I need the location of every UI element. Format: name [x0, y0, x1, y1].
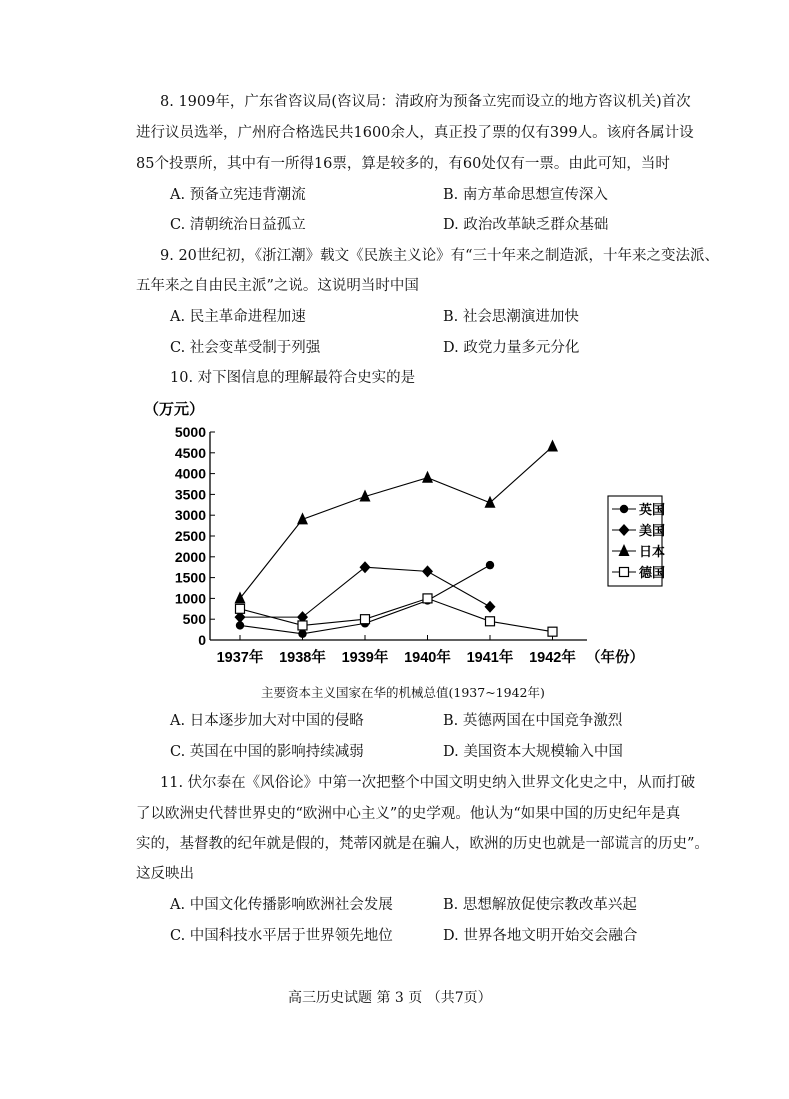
- series-line-triangle: [240, 447, 553, 599]
- q10-stem: 10. 对下图信息的理解最符合史实的是: [170, 370, 416, 386]
- q10-option-a: A. 日本逐步加大对中国的侵略: [170, 713, 364, 729]
- y-tick-label: 4500: [174, 444, 206, 461]
- q11-option-d: D. 世界各地文明开始交会融合: [443, 928, 638, 944]
- series-line-square: [240, 598, 553, 631]
- data-point-square: [236, 604, 245, 613]
- y-tick-label: 2000: [174, 548, 206, 565]
- q11-stem-line-3: 实的，基督教的纪年就是假的，梵蒂冈就是在骗人，欧洲的历史也就是一部谎言的历史”。: [136, 836, 709, 852]
- machinery-value-chart: [140, 396, 670, 674]
- data-point-square: [486, 617, 495, 626]
- y-tick-label: 0: [198, 632, 206, 648]
- q9-option-d: D. 政党力量多元分化: [443, 340, 580, 356]
- data-point-circle: [486, 561, 494, 569]
- y-tick-label: 2500: [174, 528, 206, 544]
- y-tick-label: 4000: [174, 465, 206, 482]
- legend-marker-circle: [620, 505, 628, 513]
- q11-stem-line-4: 这反映出: [136, 866, 194, 882]
- q10-option-c: C. 英国在中国的影响持续减弱: [170, 744, 364, 760]
- legend-marker-square: [620, 568, 629, 577]
- data-point-square: [361, 615, 370, 624]
- y-tick-label: 1000: [174, 590, 206, 607]
- y-tick-label: 3000: [174, 507, 206, 524]
- q11-stem-line-2: 了以欧洲史代替世界史的“欧洲中心主义”的史学观。他认为“如果中国的历史纪年是真: [136, 806, 681, 822]
- y-tick-label: 1500: [174, 569, 206, 586]
- data-point-diamond: [422, 565, 433, 577]
- q8-stem-line-1: 8. 1909年，广东省咨议局(咨议局：清政府为预备立宪而设立的地方咨议机关)首次: [160, 94, 691, 110]
- q9-option-c: C. 社会变革受制于列强: [170, 340, 321, 356]
- q8-stem-line-3: 85个投票所，其中有一所得16票，算是较多的，有60处仅有一票。由此可知，当时: [136, 156, 670, 172]
- legend-label: 英国: [639, 502, 666, 517]
- q10-option-d: D. 美国资本大规模输入中国: [443, 744, 623, 760]
- q11-option-c: C. 中国科技水平居于世界领先地位: [170, 928, 393, 944]
- x-tick-label: 1940年: [404, 650, 451, 666]
- y-tick-label: 3500: [174, 486, 206, 503]
- q8-option-c: C. 清朝统治日益孤立: [170, 217, 306, 233]
- data-point-diamond: [360, 561, 371, 573]
- data-point-circle: [298, 630, 306, 638]
- q11-option-a: A. 中国文化传播影响欧洲社会发展: [170, 897, 393, 913]
- data-point-triangle: [547, 440, 558, 452]
- legend-label: 日本: [639, 544, 666, 559]
- q10-option-b: B. 英德两国在中国竞争激烈: [443, 713, 623, 729]
- q9-option-a: A. 民主革命进程加速: [170, 309, 306, 325]
- data-point-triangle: [422, 471, 433, 483]
- q8-option-b: B. 南方革命思想宣传深入: [443, 187, 608, 203]
- q8-option-d: D. 政治改革缺乏群众基础: [443, 217, 609, 233]
- data-point-square: [548, 627, 557, 636]
- series-line-diamond: [240, 567, 490, 617]
- data-point-square: [298, 621, 307, 630]
- x-tick-label: 1939年: [341, 650, 389, 666]
- q11-stem-line-1: 11. 伏尔泰在《风俗论》中第一次把整个中国文明史纳入世界文化史之中，从而打破: [160, 775, 696, 791]
- data-point-square: [423, 594, 432, 603]
- q9-stem-line-1: 9. 20世纪初，《浙江潮》载文《民族主义论》有“三十年来之制造派，十年来之变法派、: [160, 248, 720, 264]
- chart-caption: 主要资本主义国家在华的机械总值(1937~1942年): [261, 685, 545, 700]
- x-tick-label: 1942年: [529, 650, 576, 666]
- y-axis-label: （万元）: [144, 401, 205, 418]
- y-tick-label: 500: [182, 611, 206, 628]
- q11-option-b: B. 思想解放促使宗教改革兴起: [443, 897, 637, 913]
- y-tick-label: 5000: [174, 424, 206, 440]
- legend-label: 德国: [639, 565, 666, 580]
- q8-stem-line-2: 进行议员选举，广州府合格选民共1600余人，真正投了票的仅有399人。该府各属计设: [136, 125, 694, 141]
- x-tick-label: 1941年: [466, 650, 514, 666]
- legend-label: 美国: [639, 523, 666, 538]
- q9-stem-line-2: 五年来之自由民主派”之说。这说明当时中国: [136, 278, 419, 294]
- data-point-diamond: [485, 601, 496, 613]
- page-footer: 高三历史试题 第 3 页 （共7页）: [288, 990, 492, 1006]
- q8-option-a: A. 预备立宪违背潮流: [170, 187, 306, 203]
- x-tick-label: 1937年: [216, 650, 264, 666]
- x-axis-label: （年份）: [586, 650, 644, 666]
- x-tick-label: 1938年: [279, 650, 326, 666]
- q9-option-b: B. 社会思潮演进加快: [443, 309, 579, 325]
